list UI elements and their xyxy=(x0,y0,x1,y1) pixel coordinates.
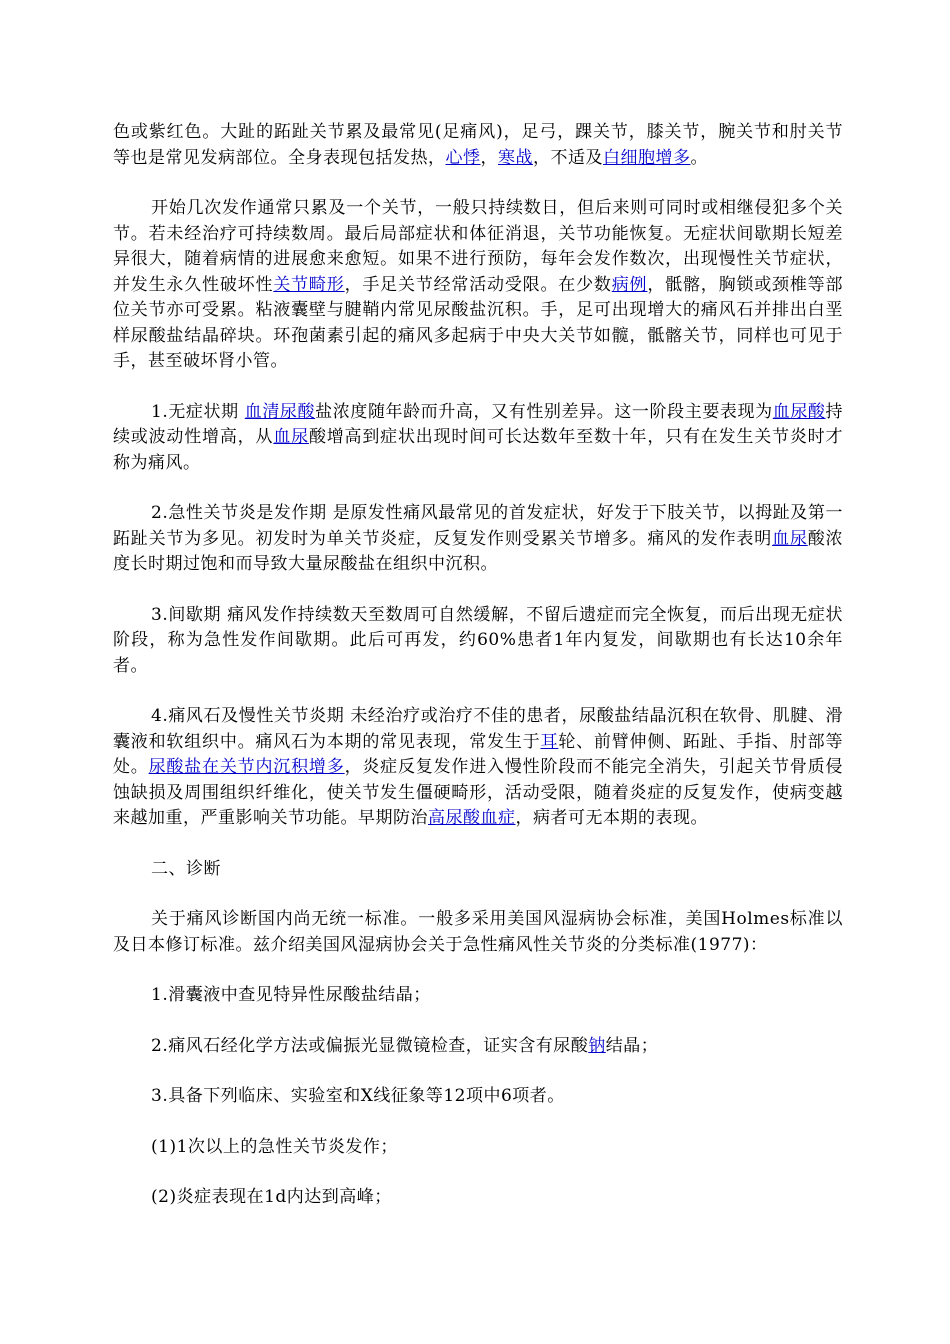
p-intro-symptoms xyxy=(113,120,843,171)
paragraph-text: 2.痛风石经化学方法或偏振光显微镜检查，证实含有尿酸 xyxy=(151,1035,589,1056)
paragraph-text: (1)1次以上的急性关节炎发作； xyxy=(151,1136,398,1157)
paragraph-text: 酸浓度长时期过饱和而导致大量尿酸盐在组织中沉积。 xyxy=(113,528,843,574)
p-criteria-intro xyxy=(113,907,843,958)
paragraph-text: ，病者可无本期的表现。 xyxy=(515,808,708,828)
paragraph-text: 1.滑囊液中查见特异性尿酸盐结晶； xyxy=(151,985,431,1005)
paragraph-text: 开始几次发作通常只累及一个关节，一般只持续数日，但后来则可同时或相继侵犯多个关节。若未经治疗可持续数周。最后局部症状和体征消退，关节功能恢复。无症状间歇期长短差异很大，随着病情的进展愈来愈短。如果不进行预防，每年会发作数次，出现慢性关节症状，并发生永久性破坏性 xyxy=(113,198,843,295)
paragraph-text: 。 xyxy=(690,147,708,168)
paragraph-text: ， xyxy=(480,147,498,168)
paragraph-text: ，炎症反复发作进入慢性阶段而不能完全消失，引起关节骨质侵蚀缺损及周围组织纤维化，使关节发生僵硬畸形，活动受限，随着炎症的反复发作，使病变越来越加重，严重影响关节功能。早期防治 xyxy=(113,757,843,828)
p-criterion-1 xyxy=(113,983,843,1009)
link-text[interactable]: 血尿 xyxy=(273,427,309,447)
link-text[interactable]: 钠 xyxy=(588,1035,606,1056)
paragraph-text: 1.无症状期 xyxy=(151,401,245,422)
p-criterion-2 xyxy=(113,1034,843,1060)
link-text[interactable]: 白细胞增多 xyxy=(603,147,691,168)
link-text[interactable]: 高尿酸血症 xyxy=(428,808,516,828)
p-stage-1 xyxy=(113,400,843,477)
link-text[interactable]: 血清尿酸 xyxy=(244,401,316,422)
p-course xyxy=(113,196,843,375)
link-text[interactable]: 寒战 xyxy=(498,147,533,168)
p-sub-1 xyxy=(113,1135,843,1161)
link-text[interactable]: 心悸 xyxy=(445,147,481,168)
paragraph-text: 盐浓度随年龄而升高，又有性别差异。这一阶段主要表现为 xyxy=(315,401,773,422)
paragraph-text: 色或紫红色。大趾的跖趾关节累及最常见(足痛风)，足弓，踝关节，膝关节，腕关节和肘关节等也是常见发病部位。全身表现包括发热， xyxy=(113,122,843,168)
p-stage-2 xyxy=(113,501,843,578)
paragraph-text: 结晶； xyxy=(605,1035,659,1056)
paragraph-text: ，不适及 xyxy=(533,147,603,168)
paragraph-text: 3.具备下列临床、实验室和X线征象等12项中6项者。 xyxy=(151,1086,565,1106)
p-stage-4 xyxy=(113,704,843,832)
p-criterion-3 xyxy=(113,1084,843,1110)
link-text[interactable]: 耳 xyxy=(540,731,559,752)
paragraph-text: 酸增高到症状出现时间可长达数年至数十年，只有在发生关节炎时才称为痛风。 xyxy=(113,427,843,473)
link-text[interactable]: 尿酸盐在关节内沉积增多 xyxy=(148,757,345,777)
paragraph-text: 轮、前臂伸侧、跖趾、手指、肘部等处。 xyxy=(113,731,843,777)
link-text[interactable]: 关节畸形 xyxy=(273,274,345,295)
paragraph-text: 2.急性关节炎是发作期 是原发性痛风最常见的首发症状，好发于下肢关节，以拇趾及第一跖趾关节为多见。初发时为单关节炎症，反复发作则受累关节增多。痛风的发作表明 xyxy=(113,503,843,549)
paragraph-text: 持续或波动性增高，从 xyxy=(113,401,844,447)
p-heading-diagnosis xyxy=(113,857,843,883)
paragraph-text: 4.痛风石及慢性关节炎期 未经治疗或治疗不佳的患者，尿酸盐结晶沉积在软骨、肌腱、滑囊液和软组织中。痛风石为本期的常见表现，常发生于 xyxy=(113,706,843,752)
document-body xyxy=(113,120,843,1236)
p-stage-3 xyxy=(113,603,843,680)
paragraph-text: ，骶髂，胸锁或颈椎等部位关节亦可受累。粘液囊壁与腱鞘内常见尿酸盐沉积。手，足可出现增大的痛风石并排出白垩样尿酸盐结晶碎块。环孢菌素引起的痛风多起病于中央大关节如髋，骶髂关节，同样也可见于手，甚至破坏肾小管。 xyxy=(113,274,843,371)
link-text[interactable]: 血尿酸 xyxy=(772,401,826,422)
paragraph-text: ，手足关节经常活动受限。在少数 xyxy=(344,274,612,295)
paragraph-text: 关于痛风诊断国内尚无统一标准。一般多采用美国风湿病协会标准，美国Holmes标准以及日本修订标准。兹介绍美国风湿病协会关于急性痛风性关节炎的分类标准(1977)： xyxy=(113,909,843,955)
link-text[interactable]: 病例 xyxy=(611,274,648,295)
link-text[interactable]: 血尿 xyxy=(772,528,808,549)
paragraph-text: 二、诊断 xyxy=(151,858,221,879)
paragraph-text: 3.间歇期 痛风发作持续数天至数周可自然缓解，不留后遗症而完全恢复，而后出现无症状阶段，称为急性发作间歇期。此后可再发，约60%患者1年内复发，间歇期也有长达10余年者。 xyxy=(113,604,843,676)
paragraph-text: (2)炎症表现在1d内达到高峰； xyxy=(151,1187,392,1207)
p-sub-2 xyxy=(113,1185,843,1211)
